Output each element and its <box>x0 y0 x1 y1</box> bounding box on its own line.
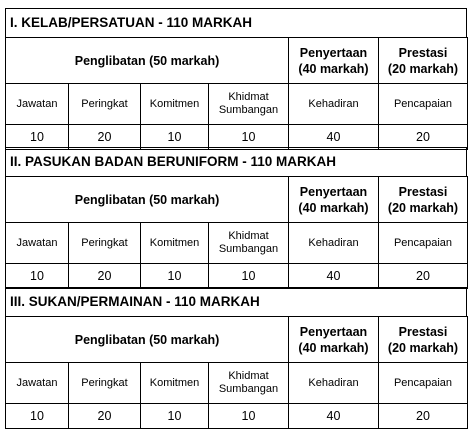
khidmat-sumbangan-value: 10 <box>209 125 289 150</box>
pencapaian-label: Pencapaian <box>379 84 468 125</box>
kehadiran-label: Kehadiran <box>289 84 379 125</box>
pencapaian-value: 20 <box>379 264 468 289</box>
peringkat-value: 20 <box>69 404 141 429</box>
pencapaian-label: Pencapaian <box>379 363 468 404</box>
marks-table <box>5 176 468 289</box>
komitmen-value: 10 <box>141 125 209 150</box>
jawatan-value: 10 <box>6 404 69 429</box>
prestasi-header: Prestasi (20 markah) <box>379 38 468 84</box>
jawatan-value: 10 <box>6 264 69 289</box>
section-pasukan-beruniform <box>5 147 467 283</box>
kehadiran-value: 40 <box>289 125 379 150</box>
peringkat-value: 20 <box>69 264 141 289</box>
kehadiran-label: Kehadiran <box>289 223 379 264</box>
prestasi-header: Prestasi (20 markah) <box>379 177 468 223</box>
section-kelab-persatuan <box>5 8 467 144</box>
section-title: III. SUKAN/PERMAINAN - 110 MARKAH <box>5 287 467 317</box>
komitmen-label: Komitmen <box>141 363 209 404</box>
khidmat-sumbangan-label: Khidmat Sumbangan <box>209 363 289 404</box>
khidmat-sumbangan-label: Khidmat Sumbangan <box>209 223 289 264</box>
penglibatan-header: Penglibatan (50 markah) <box>6 177 289 223</box>
penglibatan-header: Penglibatan (50 markah) <box>6 38 289 84</box>
pencapaian-value: 20 <box>379 404 468 429</box>
penyertaan-header: Penyertaan (40 markah) <box>289 177 379 223</box>
kehadiran-value: 40 <box>289 404 379 429</box>
jawatan-label: Jawatan <box>6 223 69 264</box>
jawatan-label: Jawatan <box>6 363 69 404</box>
pencapaian-value: 20 <box>379 125 468 150</box>
peringkat-label: Peringkat <box>69 363 141 404</box>
khidmat-sumbangan-label: Khidmat Sumbangan <box>209 84 289 125</box>
peringkat-label: Peringkat <box>69 84 141 125</box>
marks-table <box>5 316 468 429</box>
kehadiran-label: Kehadiran <box>289 363 379 404</box>
penyertaan-header: Penyertaan (40 markah) <box>289 38 379 84</box>
prestasi-header: Prestasi (20 markah) <box>379 317 468 363</box>
komitmen-value: 10 <box>141 404 209 429</box>
jawatan-value: 10 <box>6 125 69 150</box>
komitmen-label: Komitmen <box>141 223 209 264</box>
penyertaan-header: Penyertaan (40 markah) <box>289 317 379 363</box>
khidmat-sumbangan-value: 10 <box>209 264 289 289</box>
penglibatan-header: Penglibatan (50 markah) <box>6 317 289 363</box>
khidmat-sumbangan-value: 10 <box>209 404 289 429</box>
section-title: I. KELAB/PERSATUAN - 110 MARKAH <box>5 8 467 38</box>
peringkat-label: Peringkat <box>69 223 141 264</box>
komitmen-label: Komitmen <box>141 84 209 125</box>
section-sukan-permainan <box>5 287 467 427</box>
komitmen-value: 10 <box>141 264 209 289</box>
marks-table <box>5 37 468 150</box>
kehadiran-value: 40 <box>289 264 379 289</box>
jawatan-label: Jawatan <box>6 84 69 125</box>
section-title: II. PASUKAN BADAN BERUNIFORM - 110 MARKAH <box>5 147 467 177</box>
peringkat-value: 20 <box>69 125 141 150</box>
pencapaian-label: Pencapaian <box>379 223 468 264</box>
